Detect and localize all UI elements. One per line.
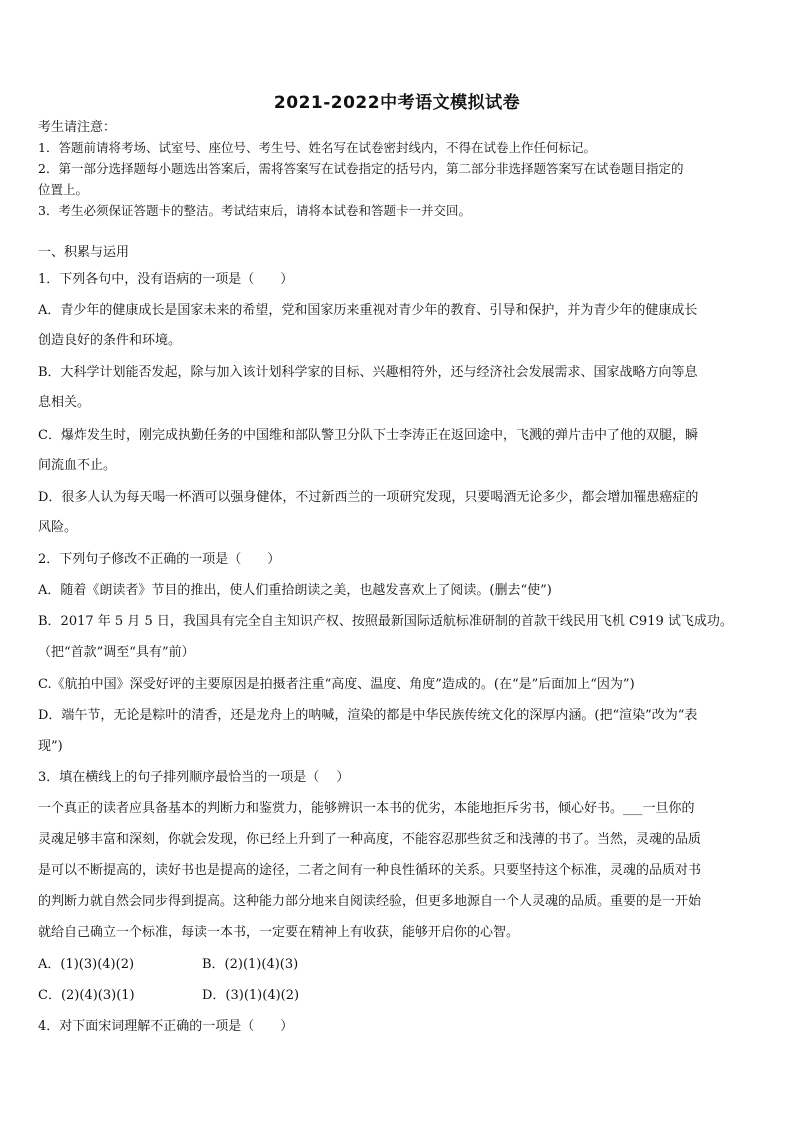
notice-item: 1．答题前请将考场、试室号、座位号、考生号、姓名写在试卷密封线内，不得在试卷上作任何标记。: [38, 140, 596, 155]
page-title: 2021-2022中考语文模拟试卷: [273, 93, 521, 113]
q4-stem: 4．对下面宋词理解不正确的一项是（ ）: [38, 1019, 294, 1034]
q2-option-d-cont: 现”): [38, 739, 63, 754]
q3-passage-line: 一个真正的读者应具备基本的判断力和鉴赏力，能够辨识一本书的优劣，本能地拒斥劣书，倾心好书。___一旦你的: [38, 801, 695, 816]
q1-option-c: C．爆炸发生时，刚完成执勤任务的中国维和部队警卫分队下士李涛正在返回途中，飞溅的弹片击中了他的双腿，瞬: [38, 428, 698, 443]
notice-item: 2．第一部分选择题每小题选出答案后，需将答案写在试卷指定的括号内，第二部分非选择题答案写在试卷题目指定的: [38, 161, 684, 176]
q1-option-d-cont: 风险。: [38, 520, 78, 535]
q3-passage-line: 的判断力就自然会同步得到提高。这种能力部分地来自阅读经验，但更多地源自一个人灵魂的品质。重要的是一开始: [38, 894, 702, 909]
q2-option-b-cont: （把“首款”调至“具有”前）: [38, 645, 195, 660]
q1-option-a: A．青少年的健康成长是国家未来的希望，党和国家历来重视对青少年的教育、引导和保护，并为青少年的健康成长: [38, 303, 698, 318]
q3-passage-line: 是可以不断提高的，读好书也是提高的途径，二者之间有一种良性循环的关系。只要坚持这个标准，灵魂的品质对书: [38, 863, 702, 878]
q1-option-b: B．大科学计划能否发起，除与加入该计划科学家的目标、兴趣相符外，还与经济社会发展需求、国家战略方向等息: [38, 365, 698, 380]
notice-heading: 考生请注意：: [38, 120, 117, 135]
q3-passage-line: 灵魂足够丰富和深刻，你就会发现，你已经上升到了一种高度，不能容忍那些贫乏和浅薄的书了。当然，灵魂的品质: [38, 832, 702, 847]
q1-option-a-cont: 创造良好的条件和环境。: [38, 333, 182, 348]
q2-option-d: D．端午节，无论是粽叶的清香，还是龙舟上的呐喊，渲染的都是中华民族传统文化的深厚内涵。(把“渲染”改为“表: [38, 708, 698, 723]
q2-option-b: B．2017 年 5 月 5 日，我国具有完全自主知识产权、按照最新国际适航标准研制的首款干线民用飞机 C919 试飞成功。: [38, 614, 733, 629]
q2-stem: 2．下列句子修改不正确的一项是（ ）: [38, 552, 281, 567]
q2-option-c: C.《航拍中国》深受好评的主要原因是拍摄者注重“高度、温度、角度”造成的。(在“是”后面加上“因为”): [38, 677, 635, 692]
q1-option-b-cont: 息相关。: [38, 395, 91, 410]
q1-stem: 1．下列各句中，没有语病的一项是（ ）: [38, 272, 294, 287]
q3-options-row-2: [38, 987, 758, 1005]
notice-item: 3．考生必须保证答题卡的整洁。考试结束后，请将本试卷和答题卡一并交回。: [38, 203, 471, 218]
q3-option-c: C．(2)(4)(3)(1): [38, 988, 135, 1003]
q3-option-b: B．(2)(1)(4)(3): [202, 957, 299, 972]
q1-option-c-cont: 间流血不止。: [38, 458, 117, 473]
q2-option-a: A．随着《朗读者》节目的推出，使人们重拾朗读之美，也越发喜欢上了阅读。(删去“使”): [38, 583, 552, 598]
q3-option-a: A．(1)(3)(4)(2): [38, 957, 135, 972]
q3-stem: 3．填在横线上的句子排列顺序最恰当的一项是（ ）: [38, 770, 350, 785]
q3-passage-line: 就给自己确立一个标准，每读一本书，一定要在精神上有收获，能够开启你的心智。: [38, 925, 520, 940]
q1-option-d: D．很多人认为每天喝一杯酒可以强身健体，不过新西兰的一项研究发现，只要喝酒无论多少，都会增加罹患癌症的: [38, 490, 699, 505]
q3-options-row-1: [38, 956, 758, 974]
q3-option-d: D．(3)(1)(4)(2): [202, 988, 300, 1003]
section-heading: 一、积累与运用: [38, 245, 130, 260]
notice-item: 位置上。: [38, 182, 89, 197]
